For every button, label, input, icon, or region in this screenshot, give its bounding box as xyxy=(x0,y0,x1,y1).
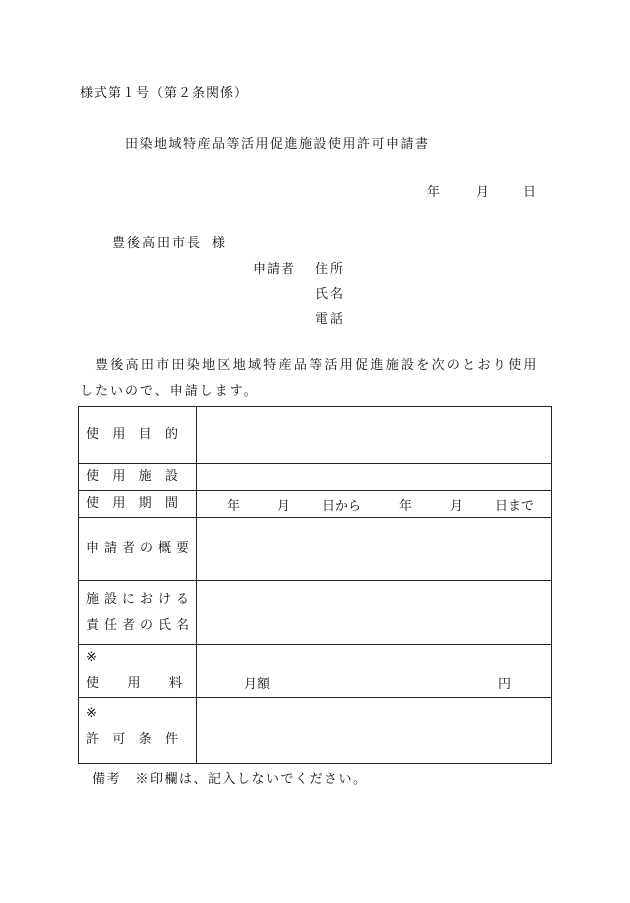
purpose-field[interactable] xyxy=(197,407,552,464)
applicant-label: 申請者 xyxy=(253,262,296,277)
facility-label: 使 用 施 設 xyxy=(79,464,197,491)
addressee-name: 豊後高田市長 xyxy=(112,236,203,251)
fee-monthly-label: 月額 xyxy=(244,677,271,692)
period-label: 使 用 期 間 xyxy=(79,491,197,518)
applicant-overview-label: 申請者の概要 xyxy=(79,518,197,581)
date-day: 日 xyxy=(523,185,538,200)
applicant-overview-field[interactable] xyxy=(197,518,552,581)
fee-field[interactable] xyxy=(197,645,552,698)
intro-line-2: したいので、申請します。 xyxy=(80,384,259,399)
addressee-honorific: 様 xyxy=(212,236,227,251)
intro-line-1: 豊後高田市田染地区地域特産品等活用促進施設を次のとおり使用 xyxy=(95,358,539,373)
conditions-label: ※ 許 可 条 件 xyxy=(79,698,197,764)
facility-field[interactable] xyxy=(197,464,552,491)
document-title: 田染地域特産品等活用促進施設使用許可申請書 xyxy=(125,137,430,152)
fee-label: ※ 使 用 料 xyxy=(79,645,197,698)
form-number: 様式第１号（第２条関係） xyxy=(80,86,249,101)
fee-yen-label: 円 xyxy=(498,677,512,692)
responsible-field[interactable] xyxy=(197,581,552,645)
conditions-field[interactable] xyxy=(197,698,552,764)
row-facility xyxy=(79,464,552,491)
name-label: 氏名 xyxy=(315,287,346,302)
address-label: 住所 xyxy=(315,262,346,277)
application-table xyxy=(78,406,552,764)
date-month: 月 xyxy=(476,185,491,200)
row-fee xyxy=(79,645,552,698)
phone-label: 電話 xyxy=(315,312,346,327)
row-purpose xyxy=(79,407,552,464)
date-year: 年 xyxy=(427,185,442,200)
period-field[interactable]: 年 月 日から 年 月 日まで xyxy=(197,491,552,518)
remarks-note: 備考 ※印欄は、記入しないでください。 xyxy=(92,772,368,787)
row-conditions xyxy=(79,698,552,764)
responsible-label: 施設における 責任者の氏名 xyxy=(79,581,197,645)
conditions-mark: ※ xyxy=(86,706,97,721)
row-applicant-overview xyxy=(79,518,552,581)
purpose-label: 使 用 目 的 xyxy=(79,407,197,464)
row-responsible xyxy=(79,581,552,645)
row-period xyxy=(79,491,552,518)
fee-mark: ※ xyxy=(86,650,97,665)
